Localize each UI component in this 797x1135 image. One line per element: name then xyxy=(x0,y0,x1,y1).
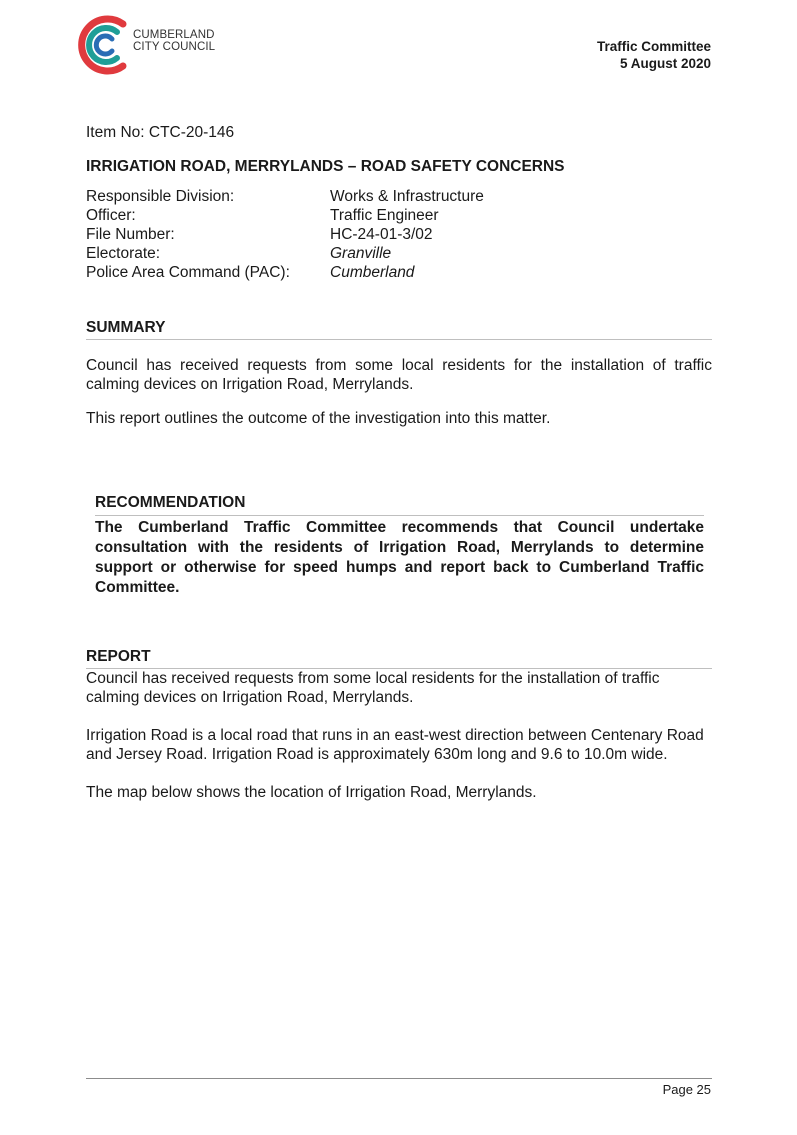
council-logo xyxy=(76,14,236,76)
summary-paragraph: Council has received requests from some local residents for the installation of traffic calming devices on Irrigation Road, Merrylands. xyxy=(86,357,712,393)
recommendation-text: The Cumberland Traffic Committee recommends that Council undertake consultation with the residents of Irrigation Road, Merrylands to determine support or otherwise for speed humps and report back to Cumberland Traffic Committee. xyxy=(95,519,704,596)
meta-value: Granville xyxy=(330,245,392,262)
meta-value: Cumberland xyxy=(330,264,415,281)
footer-divider xyxy=(86,1078,712,1079)
meta-label: File Number: xyxy=(86,226,175,243)
meta-row-pac xyxy=(86,263,712,282)
meta-value: Works & Infrastructure xyxy=(330,188,484,205)
council-logo-icon xyxy=(76,14,132,76)
meta-row-division xyxy=(86,187,712,206)
item-number: Item No: CTC-20-146 xyxy=(86,124,235,141)
summary-paragraph: This report outlines the outcome of the investigation into this matter. xyxy=(86,410,551,427)
meta-label: Officer: xyxy=(86,207,136,224)
meta-label: Electorate: xyxy=(86,245,161,262)
meeting-date: 5 August 2020 xyxy=(619,56,711,71)
report-paragraph: Irrigation Road is a local road that runs in an east-west direction between Centenary Road and Jersey Road. Irrigation Road is approximately 630m long and 9.6 to 10.0m wide. xyxy=(86,727,704,763)
meta-value: HC-24-01-3/02 xyxy=(330,226,433,243)
logo-line-1: CUMBERLAND xyxy=(133,29,215,41)
report-title: IRRIGATION ROAD, MERRYLANDS – ROAD SAFETY CONCERNS xyxy=(86,158,565,175)
recommendation-heading: RECOMMENDATION xyxy=(95,493,704,516)
report-heading: REPORT xyxy=(86,647,712,669)
committee-name: Traffic Committee xyxy=(596,39,711,54)
meta-row-file-number xyxy=(86,225,712,244)
header-meta xyxy=(597,38,711,72)
report-paragraph: The map below shows the location of Irrigation Road, Merrylands. xyxy=(86,784,537,801)
meta-label: Responsible Division: xyxy=(86,188,235,205)
summary-body xyxy=(86,356,712,443)
logo-line-2: CITY COUNCIL xyxy=(133,41,216,53)
page-number: Page 25 xyxy=(662,1082,711,1097)
meta-label: Police Area Command (PAC): xyxy=(86,264,290,281)
report-meta xyxy=(86,187,712,282)
report-paragraph: Council has received requests from some local residents for the installation of traffic calming devices on Irrigation Road, Merrylands. xyxy=(86,670,660,706)
recommendation-box xyxy=(95,493,704,598)
meta-row-officer xyxy=(86,206,712,225)
logo-text xyxy=(133,29,215,53)
meta-row-electorate xyxy=(86,244,712,263)
meta-value: Traffic Engineer xyxy=(330,207,439,224)
report-body xyxy=(86,669,712,821)
summary-heading: SUMMARY xyxy=(86,318,712,340)
